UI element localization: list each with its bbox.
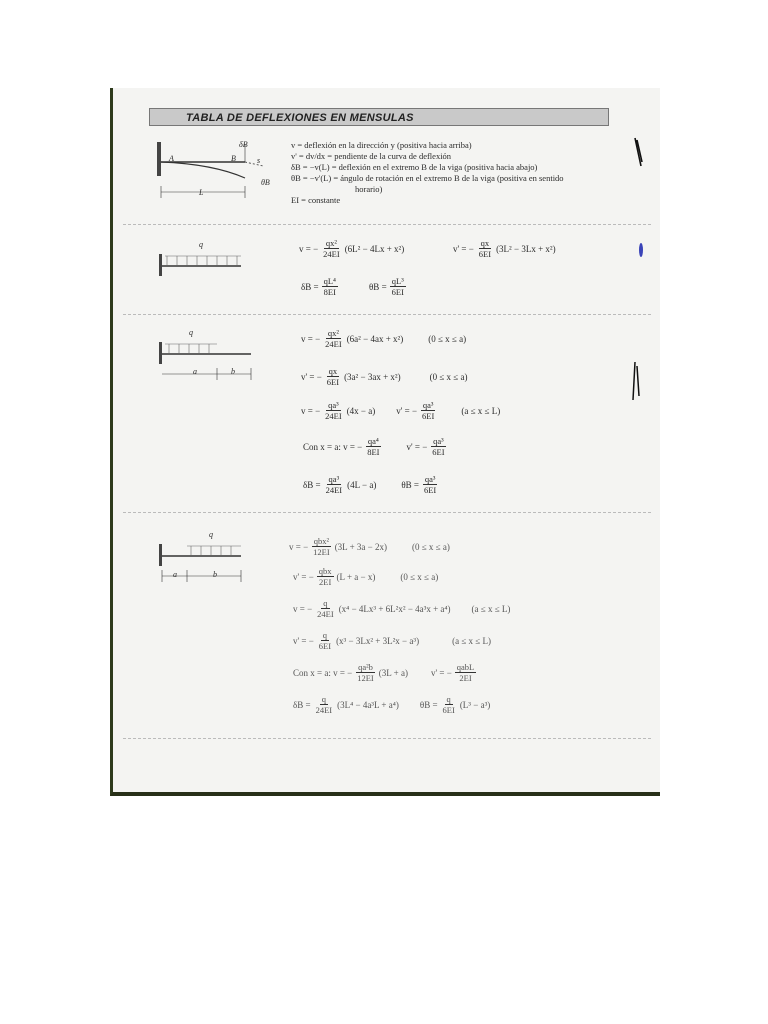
length-b-label: b: [231, 367, 235, 376]
numerator: qa³: [422, 400, 434, 410]
numerator: qx²: [327, 328, 339, 338]
denominator: 6EI: [432, 447, 445, 457]
numerator: qx: [328, 366, 338, 376]
numerator: qx: [480, 238, 490, 248]
numerator: q: [323, 598, 328, 608]
fraction: [311, 536, 332, 557]
legend-line: v = deflexión en la dirección y (positiva hacia arriba): [291, 140, 472, 150]
scanned-page: [110, 88, 660, 796]
load-q-label: q: [209, 530, 213, 539]
numerator: qa³: [328, 400, 339, 410]
fraction: [321, 238, 342, 259]
fraction: [317, 630, 333, 651]
eq-lhs: v = −: [301, 333, 321, 344]
case2-slope-eq-1: [301, 366, 467, 387]
range: (0 ≤ x ≤ a): [429, 371, 468, 382]
length-b-label: b: [213, 570, 217, 579]
case3-at-a: [293, 662, 476, 683]
eq-lhs: δB =: [293, 699, 311, 710]
fraction: [317, 566, 334, 587]
numerator: qabL: [456, 662, 475, 672]
case3-deflection-eq-2: [293, 598, 510, 619]
eq-lhs: v = −: [301, 405, 321, 416]
eq-lhs: v' = −: [406, 441, 428, 452]
fraction: [324, 474, 345, 495]
numerator: qa³: [424, 474, 436, 484]
eq-lhs: θB =: [401, 479, 419, 490]
legend: [291, 140, 631, 206]
eq-lhs: v' = −: [293, 635, 314, 646]
denominator: 6EI: [391, 287, 404, 297]
numerator: q: [321, 694, 326, 704]
eq-lhs: Con x = a: v = −: [303, 441, 363, 452]
legend-line: v' = dv/dx = pendiente de la curva de deflexión: [291, 151, 452, 161]
separator: [123, 512, 651, 513]
numerator: q: [322, 630, 328, 640]
fraction: [430, 436, 446, 457]
numerator: qx²: [325, 238, 337, 248]
case3-slope-eq-1: [293, 566, 438, 587]
fraction: [422, 474, 438, 495]
denominator: 12EI: [313, 547, 330, 557]
case1-end-rotation: [369, 276, 406, 297]
length-a-label: a: [193, 367, 197, 376]
length-label: L: [199, 188, 204, 197]
denominator: 6EI: [318, 641, 332, 651]
length-a-label: a: [173, 570, 177, 579]
fraction: [355, 662, 376, 683]
case3-slope-eq-2: [293, 630, 491, 651]
fraction: [441, 694, 457, 715]
eq-lhs: Con x = a: v = −: [293, 667, 353, 678]
fraction: [455, 662, 476, 683]
delta-b-label: δB: [239, 140, 248, 149]
numerator: qbx: [318, 566, 332, 576]
case1-beam-diagram: [157, 250, 247, 280]
eq-lhs: v = −: [299, 243, 319, 254]
denominator: 12EI: [357, 673, 374, 683]
fraction: [323, 328, 344, 349]
denominator: 24EI: [325, 411, 342, 421]
eq-rhs: (3L + a): [378, 667, 408, 678]
legend-line: θB = −v'(L) = ángulo de rotación en el extremo B de la viga (positiva en sentido: [291, 173, 564, 183]
case3-beam-diagram: [157, 540, 247, 586]
eq-rhs: (6a² − 4ax + x²): [346, 333, 404, 344]
numerator: q: [446, 694, 451, 704]
eq-lhs: δB =: [303, 479, 321, 490]
denominator: 6EI: [422, 411, 435, 421]
denominator: 24EI: [323, 249, 340, 259]
eq-rhs: (3L⁴ − 4a³L + a⁴): [337, 699, 399, 710]
eq-lhs: v' = −: [301, 371, 322, 382]
denominator: 8EI: [367, 447, 380, 457]
eq-rhs: (L³ − a³): [459, 699, 491, 710]
case2-deflection-eq-2: [301, 400, 500, 421]
case1-end-deflection: [301, 276, 338, 297]
pen-mark: [637, 240, 645, 260]
numerator: qa³: [328, 474, 340, 484]
eq-rhs: (4L − a): [347, 479, 377, 490]
numerator: qL³: [391, 276, 404, 286]
eq-rhs: (3L + 3a − 2x): [334, 541, 387, 552]
eq-lhs: θB =: [369, 281, 387, 292]
case1-deflection-eq: [299, 238, 404, 259]
numerator: qa⁴: [367, 436, 379, 446]
load-q-label: q: [189, 328, 193, 337]
legend-line: horario): [355, 184, 383, 194]
denominator: 2EI: [459, 673, 472, 683]
case3-deflection-eq-1: [289, 536, 450, 557]
pen-mark: [631, 136, 645, 172]
table-title: TABLA DE DEFLEXIONES EN MENSULAS: [149, 108, 609, 126]
eq-rhs: (3a² − 3ax + x²): [344, 371, 401, 382]
denominator: 24EI: [317, 609, 334, 619]
numerator: qa²b: [358, 662, 373, 672]
case2-at-a: [303, 436, 447, 457]
eq-rhs: (L + a − x): [336, 571, 376, 582]
separator: [123, 314, 651, 315]
eq-rhs: (4x − a): [346, 405, 376, 416]
fraction: [323, 400, 344, 421]
numerator: qL⁴: [323, 276, 336, 286]
range: (a ≤ x ≤ L): [452, 635, 491, 646]
fraction: [365, 436, 381, 457]
eq-lhs: v' = −: [293, 571, 314, 582]
load-q-label: q: [199, 240, 203, 249]
denominator: 24EI: [315, 705, 333, 715]
denominator: 2EI: [319, 577, 332, 587]
denominator: 24EI: [325, 339, 342, 349]
s-label: s: [257, 156, 261, 165]
pen-mark: [629, 360, 643, 404]
point-a-label: A: [169, 154, 174, 163]
separator: [123, 224, 651, 225]
case2-beam-diagram: [157, 338, 257, 382]
numerator: qa³: [433, 436, 444, 446]
fraction: [390, 276, 406, 297]
fraction: [315, 598, 336, 619]
denominator: 8EI: [323, 287, 336, 297]
legend-line: EI = constante: [291, 195, 341, 205]
eq-lhs: θB =: [419, 699, 438, 710]
eq-lhs: v = −: [293, 603, 313, 614]
range: (0 ≤ x ≤ a): [400, 571, 439, 582]
denominator: 6EI: [442, 705, 455, 715]
denominator: 6EI: [478, 249, 492, 259]
eq-lhs: v' = −: [453, 243, 474, 254]
fraction: [477, 238, 493, 259]
case3-end-values: [293, 694, 490, 715]
numerator: qbx²: [313, 536, 330, 546]
range: (0 ≤ x ≤ a): [412, 541, 450, 552]
eq-rhs: (6L² − 4Lx + x²): [344, 243, 405, 254]
range: (a ≤ x ≤ L): [471, 603, 511, 614]
denominator: 6EI: [326, 377, 340, 387]
eq-rhs: (3L² − 3Lx + x²): [496, 243, 556, 254]
point-b-label: B: [231, 154, 236, 163]
case2-deflection-eq-1: [301, 328, 466, 349]
separator: [123, 738, 651, 739]
eq-rhs: (x⁴ − 4Lx³ + 6L²x² − 4a³x + a⁴): [338, 603, 451, 614]
eq-lhs: v' = −: [396, 405, 418, 416]
eq-lhs: v' = −: [431, 667, 452, 678]
fraction: [322, 276, 338, 297]
case2-end-values: [303, 474, 438, 495]
denominator: 24EI: [325, 485, 343, 495]
theta-b-label: θB: [261, 178, 270, 187]
fraction: [420, 400, 436, 421]
range: (a ≤ x ≤ L): [461, 405, 501, 416]
legend-line: δB = −v(L) = deflexión en el extremo B de la viga (positiva hacia abajo): [291, 162, 538, 172]
fraction: [325, 366, 341, 387]
deflection-diagram: [153, 136, 283, 208]
denominator: 6EI: [423, 485, 437, 495]
eq-rhs: (x³ − 3Lx² + 3L²x − a³): [336, 635, 420, 646]
case1-slope-eq: [453, 238, 556, 259]
eq-lhs: v = −: [289, 541, 309, 552]
fraction: [314, 694, 335, 715]
range: (0 ≤ x ≤ a): [428, 333, 467, 344]
eq-lhs: δB =: [301, 281, 319, 292]
